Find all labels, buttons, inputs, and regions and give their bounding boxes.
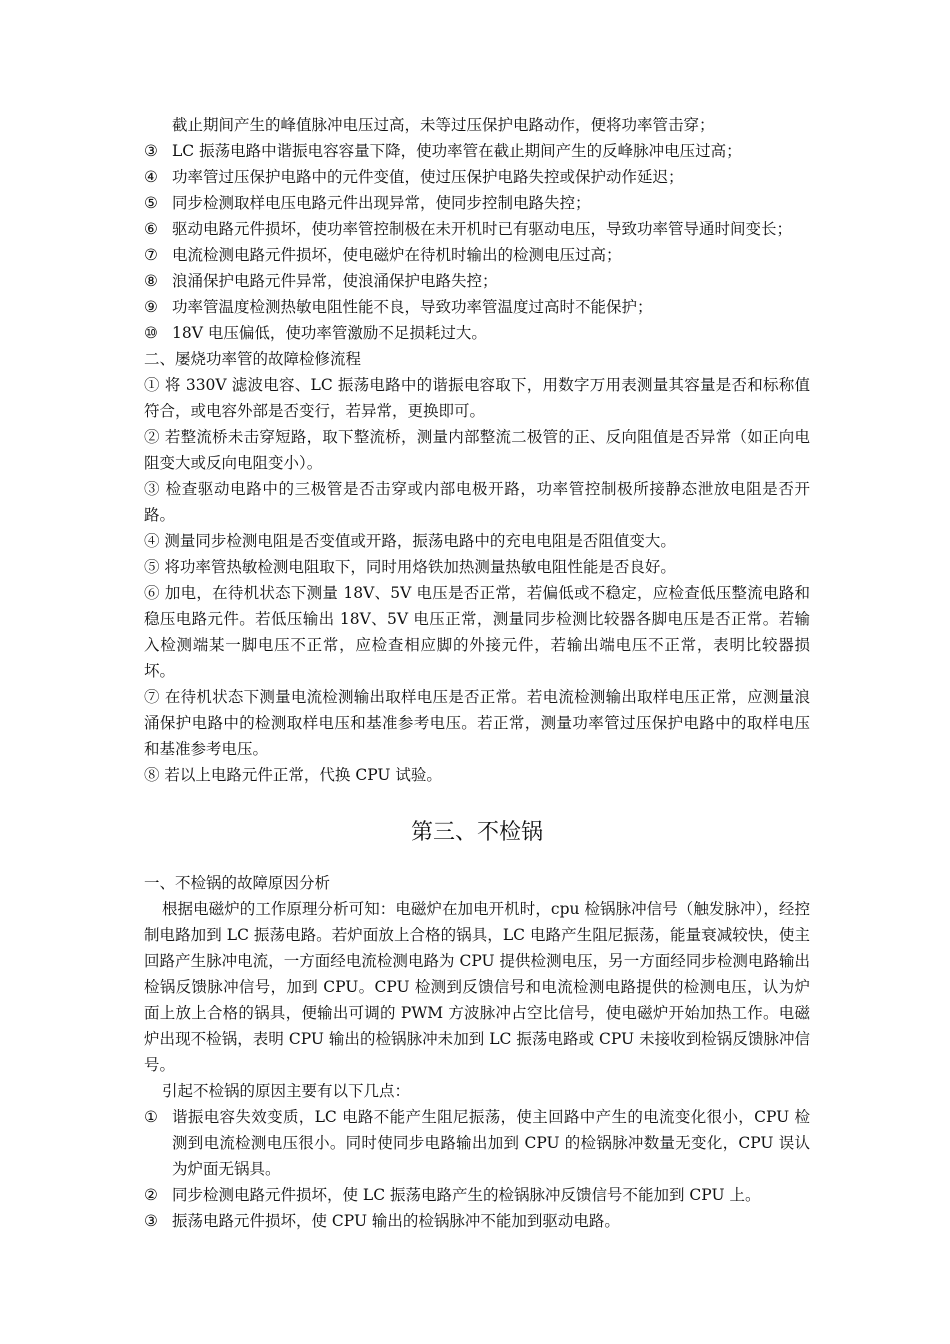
list-item [144, 138, 810, 164]
item-number: ⑤ [144, 194, 158, 212]
item-number: ① [144, 1108, 158, 1126]
step-paragraph: ① 将 330V 滤波电容、LC 振荡电路中的谐振电容取下，用数字万用表测量其容量是否和标称值符合，或电容外部是否变行，若异常，更换即可。 [144, 376, 810, 420]
list-item [144, 242, 810, 268]
step-paragraph: ③ 检查驱动电路中的三极管是否击穿或内部电极开路，功率管控制极所接静态泄放电阻是否开路。 [144, 480, 810, 524]
item-text: 功率管温度检测热敏电阻性能不良，导致功率管温度过高时不能保护； [172, 298, 653, 316]
item-number: ⑦ [144, 246, 158, 264]
item-number: ⑨ [144, 298, 158, 316]
item-text: 振荡电路元件损坏，使 CPU 输出的检锅脉冲不能加到驱动电路。 [172, 1212, 620, 1230]
list-item [144, 320, 810, 346]
item-number: ⑩ [144, 324, 158, 342]
step-paragraph: ② 若整流桥未击穿短路，取下整流桥，测量内部整流二极管的正、反向阻值是否异常（如正向电阻变大或反向电阻变小）。 [144, 428, 810, 472]
item-text: 谐振电容失效变质，LC 电路不能产生阻尼振荡，使主回路中产生的电流变化很小，CPU 检测到电流检测电压很小。同时使同步电路输出加到 CPU 的检锅脉冲数量无变化，CPU 误认为炉面无锅具。 [172, 1108, 810, 1178]
item-text: 功率管过压保护电路中的元件变值，使过压保护电路失控或保护动作延迟； [172, 168, 684, 186]
item-number: ⑧ [144, 272, 158, 290]
list-item [144, 164, 810, 190]
section-heading: 二、屡烧功率管的故障检修流程 [144, 350, 362, 368]
list-item [144, 268, 810, 294]
item-number: ⑥ [144, 220, 158, 238]
item-number: ③ [144, 1212, 158, 1230]
chapter-title: 第三、不检锅 [410, 820, 543, 845]
item-text: 电流检测电路元件损坏，使电磁炉在待机时输出的检测电压过高； [172, 246, 622, 264]
item-text: 同步检测取样电压电路元件出现异常，使同步控制电路失控； [172, 194, 591, 212]
item-number: ② [144, 1186, 158, 1204]
continuation-line: 截止期间产生的峰值脉冲电压过高，未等过压保护电路动作，便将功率管击穿； [172, 116, 715, 134]
list-item [144, 1104, 810, 1182]
list-item [144, 1208, 810, 1234]
item-text: 18V 电压偏低，使功率管激励不足损耗过大。 [172, 324, 487, 342]
item-text: 浪涌保护电路元件异常，使浪涌保护电路失控； [172, 272, 498, 290]
section-heading: 一、不检锅的故障原因分析 [144, 874, 331, 892]
item-text: LC 振荡电路中谐振电容容量下降，使功率管在截止期间产生的反峰脉冲电压过高； [172, 142, 742, 160]
step-paragraph: ⑥ 加电，在待机状态下测量 18V、5V 电压是否正常，若偏低或不稳定，应检查低压整流电路和稳压电路元件。若低压输出 18V、5V 电压正常，测量同步检测比较器各脚电压是否正常。若输入检测端某一脚电压不正常，应检查相应脚的外接元件，若输出端电压不正常，表明比较器损坏。 [144, 584, 810, 680]
list-item [144, 190, 810, 216]
item-number: ③ [144, 142, 158, 160]
item-number: ④ [144, 168, 158, 186]
list-item [144, 1182, 810, 1208]
list-item [144, 216, 810, 242]
item-text: 驱动电路元件损坏，使功率管控制极在未开机时已有驱动电压，导致功率管导通时间变长； [172, 220, 793, 238]
step-paragraph: ④ 测量同步检测电阻是否变值或开路，振荡电路中的充电电阻是否阻值变大。 [144, 532, 676, 550]
body-paragraph: 根据电磁炉的工作原理分析可知：电磁炉在加电开机时，cpu 检锅脉冲信号（触发脉冲），经控制电路加到 LC 振荡电路。若炉面放上合格的锅具，LC 电路产生阻尼振荡，能量衰减较快，使主回路产生脉冲电流，一方面经电流检测电路为 CPU 提供检测电压，另一方面经同步检测电路输出检锅反馈脉冲信号，加到 CPU。CPU 检测到反馈信号和电流检测电路提供的检测电压，认为炉面上放上合格的锅具，便输出可调的 PWM 方波脉冲占空比信号，使电磁炉开始加热工作。电磁炉出现不检锅，表明 CPU 输出的检锅脉冲未加到 LC 振荡电路或 CPU 未接收到检锅反馈脉冲信号。 [144, 900, 810, 1074]
item-text: 同步检测电路元件损坏，使 LC 振荡电路产生的检锅脉冲反馈信号不能加到 CPU 上。 [172, 1186, 761, 1204]
step-paragraph: ⑦ 在待机状态下测量电流检测输出取样电压是否正常。若电流检测输出取样电压正常，应测量浪涌保护电路中的检测取样电压和基准参考电压。若正常，测量功率管过压保护电路中的取样电压和基准参考电压。 [144, 688, 810, 758]
step-paragraph: ⑤ 将功率管热敏检测电阻取下，同时用烙铁加热测量热敏电阻性能是否良好。 [144, 558, 676, 576]
body-paragraph: 引起不检锅的原因主要有以下几点： [162, 1082, 411, 1100]
step-paragraph: ⑧ 若以上电路元件正常，代换 CPU 试验。 [144, 766, 442, 784]
list-item [144, 294, 810, 320]
